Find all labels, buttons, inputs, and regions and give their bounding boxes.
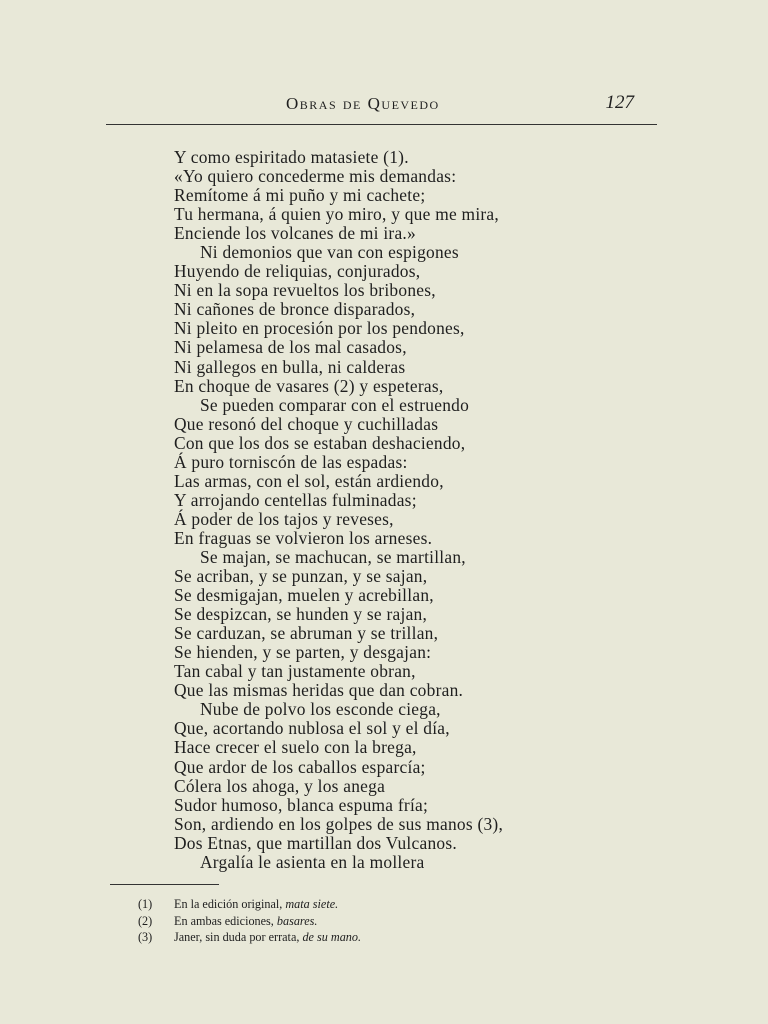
footnote-emphasis: mata siete. [285,897,339,911]
verse-line: Huyendo de reliquias, conjurados, [174,261,421,282]
footnote-text: En la edición original, [174,897,283,911]
footnote-rule [110,884,219,885]
verse-line: Se majan, se machucan, se martillan, [200,546,466,567]
verse-line: Y como espiritado matasiete (1). [174,147,409,167]
verse-line: Se hienden, y se parten, y desgajan: [174,642,432,663]
verse-line: En choque de vasares (2) y espeteras, [174,375,444,396]
running-title: Obras de Quevedo [286,94,440,113]
verse-line: Remítome á mi puño y mi cachete; [174,185,426,206]
verse-line: Tu hermana, á quien yo miro, y que me mira, [174,204,500,225]
verse-line: Hace crecer el suelo con la brega, [174,737,417,758]
verse-line: Que, acortando nublosa el sol y el día, [174,718,450,739]
verse-line: Ni cañones de bronce disparados, [174,299,416,320]
verse-line: Tan cabal y tan justamente obran, [174,661,416,682]
verse-line: Ni en la sopa revueltos los bribones, [174,280,436,301]
page-number: 127 [605,92,634,113]
verse-line: Ni pleito en procesión por los pendones, [174,318,465,339]
verse-line: Ni pelamesa de los mal casados, [174,337,407,358]
verse-line: Sudor humoso, blanca espuma fría; [174,794,429,815]
footnote [138,913,618,930]
verse-line: Que ardor de los caballos esparcía; [174,756,426,777]
footnote-emphasis: basares. [276,913,318,928]
page-header [106,92,656,122]
verse-block [174,148,634,872]
verse-line: Que las mismas heridas que dan cobran. [174,680,464,701]
footnote-text: En ambas ediciones, [174,913,274,928]
verse-line: Argalía le asienta en la mollera [200,851,425,872]
footnote-marker: (3) [138,930,153,944]
verse-line: Se carduzan, se abruman y se trillan, [174,623,439,644]
verse-line: Nube de polvo los esconde ciega, [200,699,441,720]
verse-line: Ni gallegos en bulla, ni calderas [174,356,406,377]
footnote-marker: (2) [138,913,153,928]
verse-line: Que resonó del choque y cuchilladas [174,413,439,434]
verse-line: Á poder de los tajos y reveses, [174,508,394,529]
verse-line: Cólera los ahoga, y los anega [174,775,386,796]
footnote-text: Janer, sin duda por errata, [174,930,300,944]
footnote-emphasis: de su mano. [302,930,362,944]
verse-line: Ni demonios que van con espigones [200,242,459,263]
verse-line: Las armas, con el sol, están ardiendo, [174,470,444,491]
verse-line: Con que los dos se estaban deshaciendo, [174,432,466,453]
verse-line: Se despizcan, se hunden y se rajan, [174,604,428,625]
footnotes [138,896,618,946]
header-rule [106,124,657,125]
verse-line: En fraguas se volvieron los arneses. [174,527,433,548]
verse-line: Se pueden comparar con el estruendo [200,394,470,415]
footnote-marker: (1) [138,897,153,911]
verse-line: Á puro torniscón de las espadas: [174,451,408,472]
footnote [138,896,618,913]
footnote [138,929,618,946]
verse-line: Enciende los volcanes de mi ira.» [174,223,416,244]
verse-line: Y arrojando centellas fulminadas; [174,489,417,510]
verse-line: Dos Etnas, que martillan dos Vulcanos. [174,832,457,853]
verse-line: «Yo quiero concederme mis demandas: [174,166,457,187]
verse-line: Se acriban, y se punzan, y se sajan, [174,566,428,587]
verse-line: Son, ardiendo en los golpes de sus manos (3), [174,813,504,834]
verse-line: Se desmigajan, muelen y acrebillan, [174,585,434,606]
